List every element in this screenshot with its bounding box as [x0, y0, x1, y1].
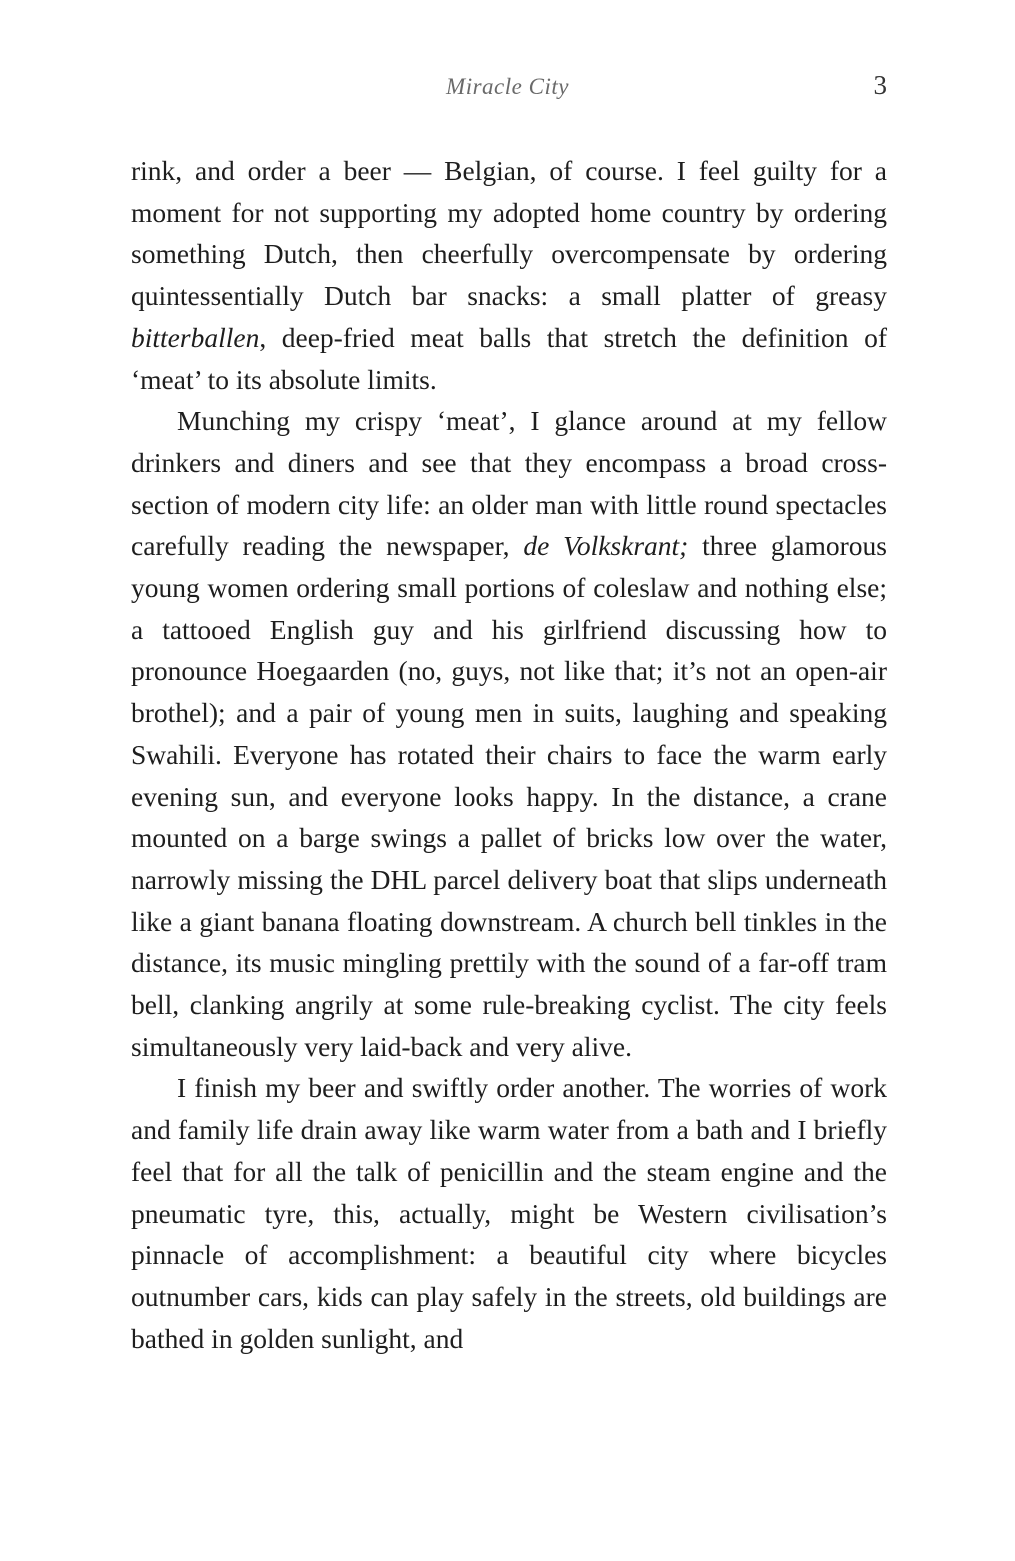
paragraph-2-text-b: three glamorous young women ordering small portions of coleslaw and nothing else; a tattooed English guy and his girlfriend discussing how to pronounce Hoegaarden (no, guys, not like that; it’s not an open-air brothel); and a pair of young men in suits, laughing and speaking Swahili. Everyone has rotated their chairs to face the warm early evening sun, and everyone looks happy. In the distance, a crane mounted on a barge swings a pallet of bricks low over the water, narrowly missing the DHL parcel delivery boat that slips underneath like a giant banana floating downstream. A church bell tinkles in the distance, its music mingling prettily with the sound of a far-off tram bell, clanking angrily at some rule-breaking cyclist. The city feels simultaneously very laid-back and very alive. [131, 530, 887, 1062]
paragraph-2 [131, 400, 887, 1067]
page-number: 3 [873, 70, 887, 100]
running-header-title: Miracle City [446, 74, 569, 99]
paragraph-2-italic-newspaper: de Volkskrant; [523, 530, 689, 562]
paragraph-1-text-b: , deep-fried meat balls that stretch the definition of ‘meat’ to its absolute limits. [131, 321, 887, 395]
paragraph-2-text-a: Munching my crispy ‘meat’, I glance around at my fellow drinkers and diners and see that they encompass a broad cross-section of modern city life: an older man with little round spectacles carefully reading the newspaper, [131, 405, 887, 562]
running-header [0, 70, 1015, 106]
body-text [131, 150, 887, 1359]
paragraph-1-italic-bitterballen: bitterballen [131, 321, 260, 353]
paragraph-3-text: I finish my beer and swiftly order another. The worries of work and family life drain away like warm water from a bath and I briefly feel that for all the talk of penicillin and the steam engine and the pneumatic tyre, this, actually, might be Western civilisation’s pinnacle of accomplishment: a beautiful city where bicycles outnumber cars, kids can play safely in the streets, old buildings are bathed in golden sunlight, and [131, 1072, 887, 1354]
paragraph-3 [131, 1067, 887, 1359]
paragraph-1 [131, 150, 887, 400]
paragraph-1-text-a: rink, and order a beer — Belgian, of course. I feel guilty for a moment for not supporting my adopted home country by ordering something Dutch, then cheerfully overcompensate by ordering quintessentially Dutch bar snacks: a small platter of greasy [131, 155, 887, 312]
